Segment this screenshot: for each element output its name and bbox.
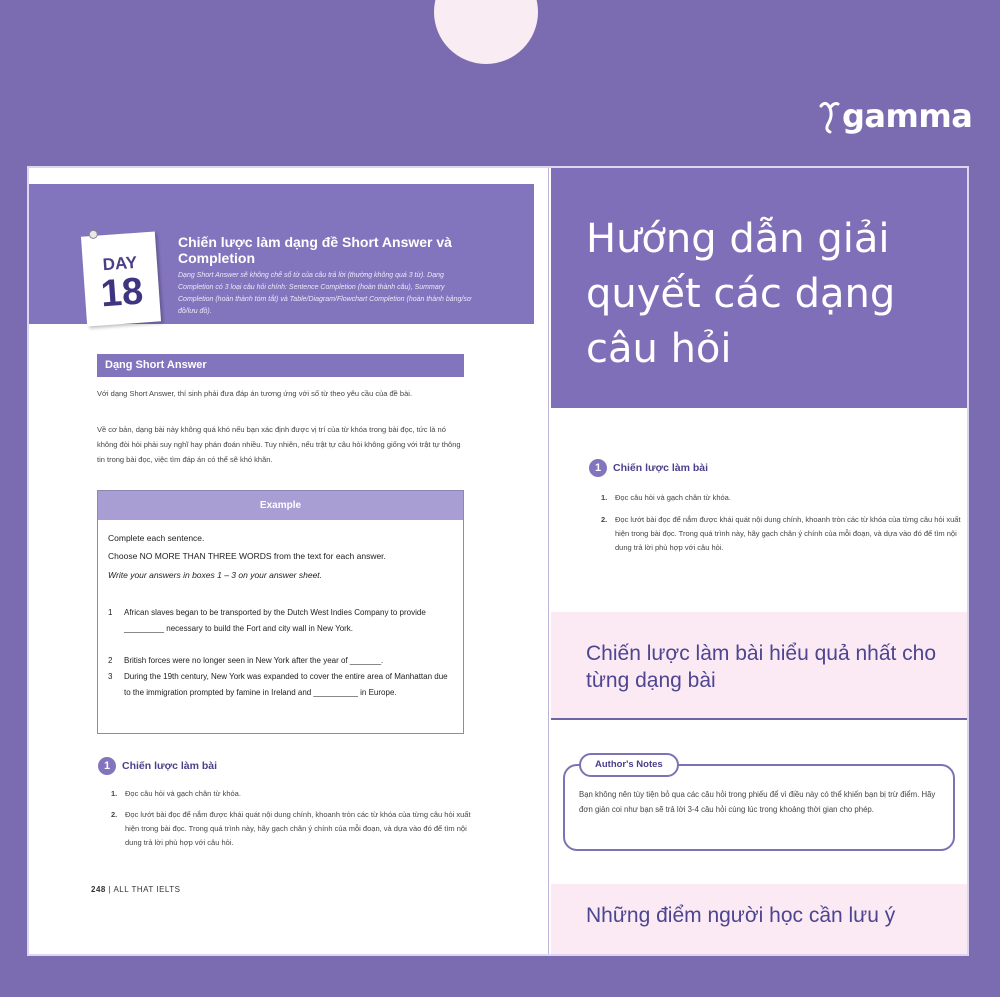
day-number: 18 [99, 270, 145, 316]
callout-strategy [551, 612, 967, 718]
question-text: During the 19th century, New York was expanded to cover the entire area of Manhattan due to the immigration prompted by famine in Ireland and __________ in Europe. [124, 672, 448, 697]
section-divider [551, 718, 967, 720]
strategy-step [111, 787, 471, 801]
book-spread [29, 168, 967, 954]
question-text: African slaves began to be transported by the Dutch West Indies Company to provide _________ necessary to build the Fort and city wall in New York. [124, 608, 426, 633]
page-number: 248 [91, 885, 106, 894]
ring-icon [89, 230, 99, 240]
step-text: Đọc lướt bài đọc để nắm được khái quát nội dung chính, khoanh tròn các từ khóa của từng câu hỏi xuất hiện trong bài đọc. Trong quá trình này, hãy gạch chân ý chính của mỗi đoạn, và dựa vào đó để tìm nội dung trả lời phù hợp với câu hỏi. [615, 515, 961, 552]
strategy-title: Chiến lược làm bài [613, 462, 709, 474]
day-label: DAY [102, 252, 138, 275]
authors-notes-text: Bạn không nên tùy tiện bỏ qua các câu hỏi trong phiếu để vì điều này có thể khiến bạn bị trừ điểm. Hãy đơn giản coi như bạn sẽ trả lời 3-4 câu hỏi cùng lúc trong khoảng thời gian cho phép. [579, 790, 936, 814]
example-box [97, 490, 464, 734]
step-text: Đọc câu hỏi và gạch chân từ khóa. [615, 493, 731, 502]
gamma-logo [818, 96, 972, 136]
section-title: Dạng Short Answer [97, 354, 464, 377]
page-footer [91, 885, 180, 894]
question-item [108, 605, 453, 637]
hero-title: Hướng dẫn giải quyết các dạng câu hỏi [586, 216, 896, 372]
callout-notes [551, 884, 967, 954]
question-number: 1 [108, 608, 113, 617]
hero-banner [551, 168, 967, 408]
step-number: 2. [601, 515, 608, 524]
detail-paragraph: Về cơ bản, dạng bài này không quá khó nếu bạn xác định được vị trí của từ khóa trong bài đọc, tức là nó không đòi hỏi phải suy nghĩ hay phán đoán nhiều. Tuy nhiên, nếu trật tự câu hỏi không giống với trật tự thông tin trong bài đọc, việc tìm đáp án có thể sẽ khó khăn. [97, 425, 461, 464]
example-header: Example [98, 491, 463, 520]
authors-notes-tab: Author's Notes [579, 753, 679, 777]
step-number: 1. [601, 493, 608, 502]
day-card [81, 232, 161, 327]
step-number: 1. [111, 789, 118, 798]
logo-text: gamma [842, 97, 973, 135]
footer-separator: | [108, 885, 112, 894]
example-instruction-2: Choose NO MORE THAN THREE WORDS from the text for each answer. [108, 551, 386, 561]
question-text: British forces were no longer seen in New York after the year of _______. [124, 656, 384, 665]
step-text: Đọc câu hỏi và gạch chân từ khóa. [125, 789, 241, 798]
step-text: Đọc lướt bài đọc để nắm được khái quát nội dung chính, khoanh tròn các từ khóa của từng câu hỏi xuất hiện trong bài đọc. Trong quá trình này, hãy gạch chân ý chính của mỗi đoạn, và dựa vào đó để tìm nội dung trả lời phù hợp với câu hỏi. [125, 810, 471, 847]
callout-notes-text: Những điểm người học cần lưu ý [586, 904, 896, 927]
strategy-step [111, 808, 471, 850]
example-instruction-3: Write your answers in boxes 1 – 3 on your answer sheet. [108, 570, 323, 580]
question-item [108, 669, 453, 701]
strategy-number-badge: 1 [589, 459, 607, 477]
strategy-step [601, 513, 961, 555]
example-instruction-1: Complete each sentence. [108, 533, 205, 543]
intro-paragraph: Với dạng Short Answer, thí sinh phải đưa đáp án tương ứng với số từ theo yêu cầu của đề bài. [97, 389, 413, 398]
authors-notes-box [563, 759, 955, 851]
strategy-step [601, 491, 961, 505]
chapter-title: Chiến lược làm dạng đề Short Answer và Completion [178, 234, 452, 266]
chapter-description: Dạng Short Answer sẽ không chế số từ của câu trả lời (thường không quá 3 từ). Dạng Completion có 3 loại câu hỏi chính: Sentence Completion (hoàn thành câu), Summary Completion (hoàn thành tóm tắt) và Table/Diagram/Flowchart Completion (hoàn thành bảng/sơ đồ/lưu đồ). [178, 272, 472, 315]
step-number: 2. [111, 810, 118, 819]
strategy-title: Chiến lược làm bài [122, 760, 218, 772]
left-page [29, 168, 549, 954]
gamma-logo-icon [818, 96, 840, 136]
strategy-heading [98, 757, 217, 775]
question-number: 3 [108, 672, 113, 681]
callout-strategy-text: Chiến lược làm bài hiểu quả nhất cho từng dạng bài [586, 642, 937, 692]
right-page [551, 168, 967, 954]
book-title: ALL THAT IELTS [113, 885, 181, 894]
strategy-heading [589, 459, 708, 477]
decorative-circle [434, 0, 538, 64]
question-item [108, 653, 453, 669]
strategy-number-badge: 1 [98, 757, 116, 775]
question-number: 2 [108, 656, 113, 665]
